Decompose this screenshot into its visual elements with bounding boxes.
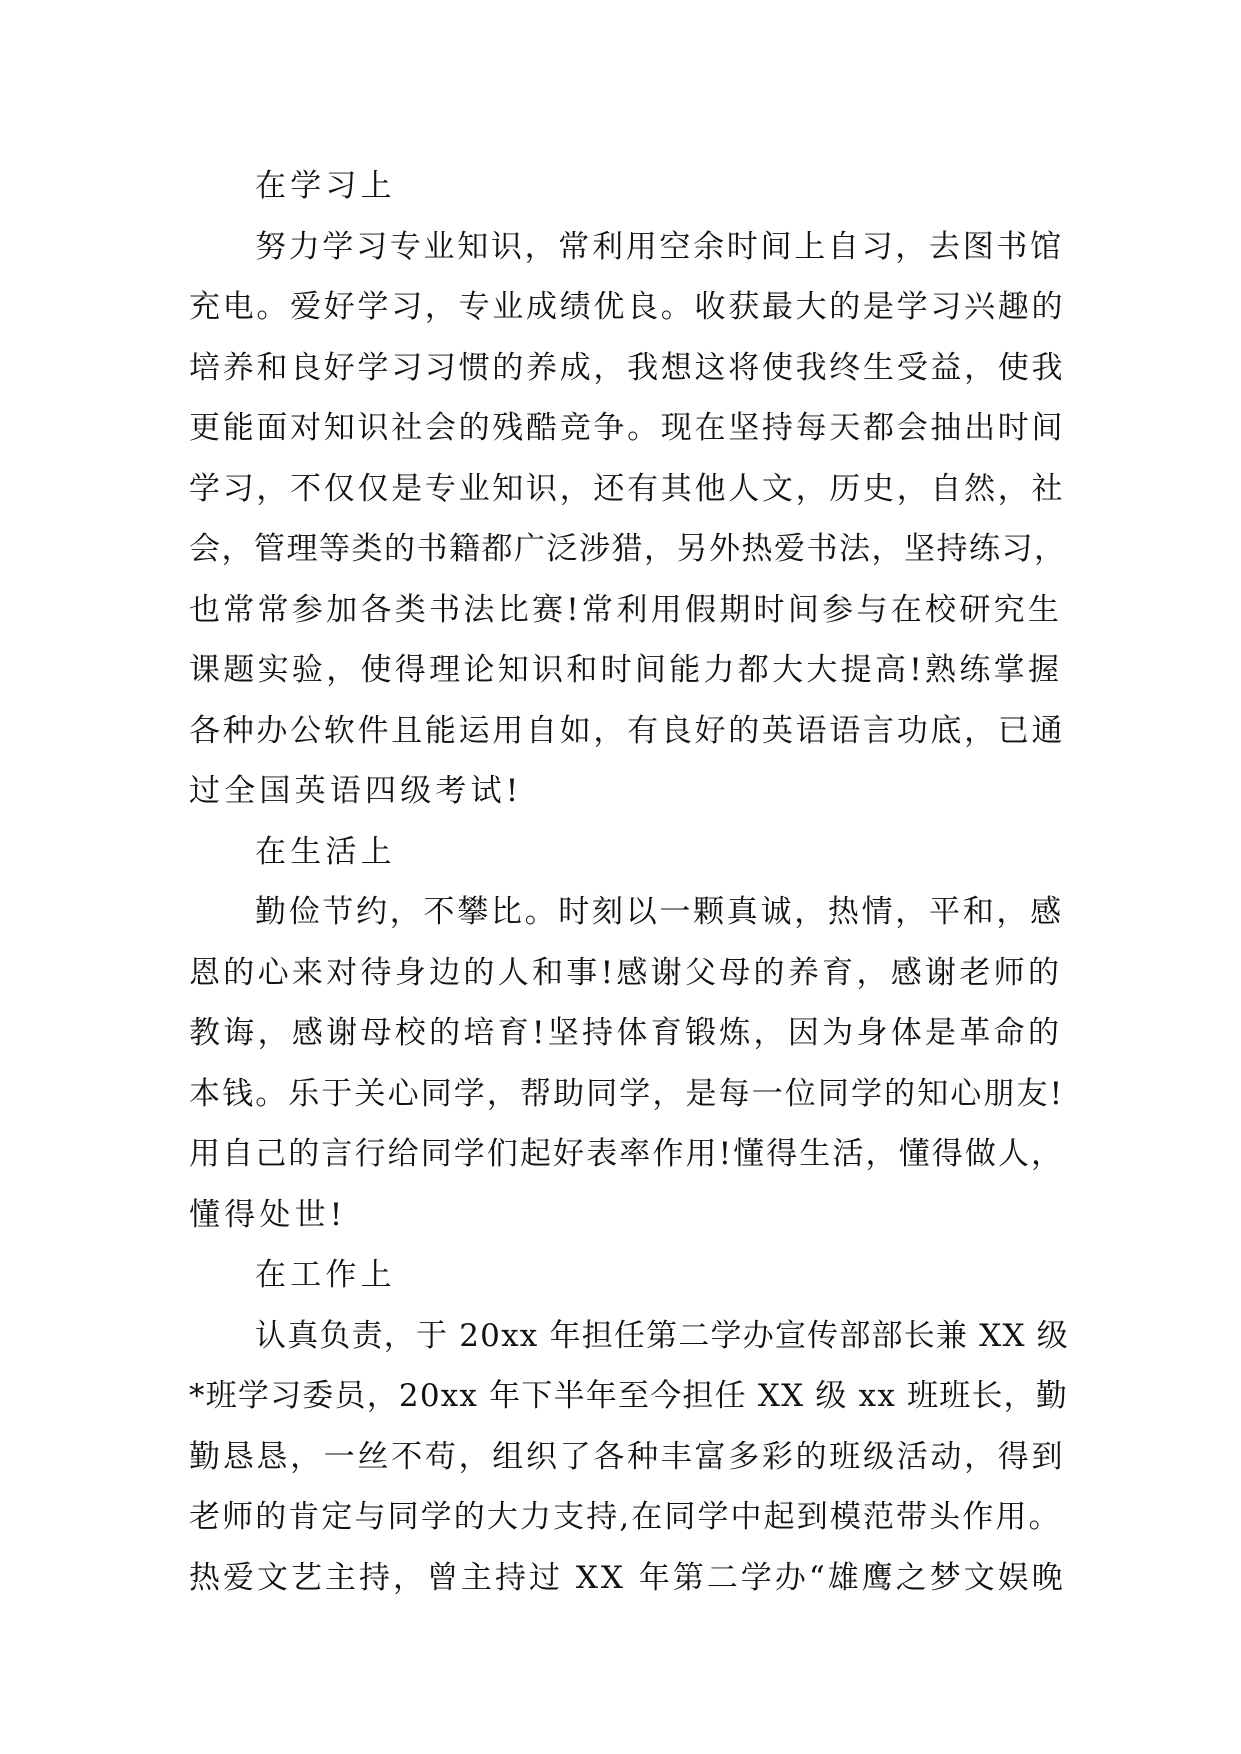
- text-line: 努力学习专业知识，常利用空余时间上自习，去图书馆: [255, 228, 1064, 265]
- text-line: 充电。爱好学习，专业成绩优良。收获最大的是学习兴趣的: [189, 289, 1066, 325]
- text-line: 过全国英语四级考试!: [189, 773, 523, 809]
- text-line: 在工作上: [255, 1257, 396, 1293]
- text-line: 勤恳恳，一丝不苟，组织了各种丰富多彩的班级活动，得到: [189, 1438, 1066, 1475]
- text-line: 也常常参加各类书法比赛!常利用假期时间参与在校研究生: [189, 591, 1063, 628]
- text-line: 各种办公软件且能运用自如，有良好的英语语言功底，已通: [189, 712, 1066, 749]
- text-line: 勤俭节约，不攀比。时刻以一颗真诚，热情，平和，感: [255, 894, 1064, 930]
- text-line: 认真负责，于 20xx 年担任第二学办宣传部部长兼 XX 级: [255, 1317, 1069, 1354]
- text-line: 教诲，感谢母校的培育!坚持体育锻炼，因为身体是革命的: [189, 1015, 1063, 1051]
- text-line: 热爱文艺主持，曾主持过 XX 年第二学办“雄鹰之梦文娱晚: [189, 1559, 1066, 1596]
- text-line: 老师的肯定与同学的大力支持,在同学中起到模范带头作用。: [189, 1499, 1062, 1535]
- text-line: *班学习委员，20xx 年下半年至今担任 XX 级 xx 班班长，勤: [189, 1378, 1069, 1414]
- text-line: 在学习上: [255, 168, 396, 204]
- text-line: 会，管理等类的书籍都广泛涉猎，另外热爱书法，坚持练习，: [189, 531, 1067, 567]
- text-line: 懂得处世!: [189, 1196, 347, 1233]
- text-line: 在生活上: [255, 833, 396, 870]
- text-line: 课题实验，使得理论知识和时间能力都大大提高!熟练掌握: [189, 652, 1063, 688]
- text-line: 恩的心来对待身边的人和事!感谢父母的养育，感谢老师的: [189, 954, 1063, 991]
- text-line: 培养和良好学习习惯的养成，我想这将使我终生受益，使我: [189, 349, 1066, 386]
- text-line: 本钱。乐于关心同学，帮助同学，是每一位同学的知心朋友!: [189, 1075, 1065, 1112]
- text-line: 更能面对知识社会的残酷竞争。现在坚持每天都会抽出时间: [189, 410, 1066, 446]
- text-line: 学习，不仅仅是专业知识，还有其他人文，历史，自然，社: [189, 470, 1066, 507]
- text-line: 用自己的言行给同学们起好表率作用!懂得生活，懂得做人，: [189, 1136, 1065, 1172]
- document-body: [189, 156, 1069, 1608]
